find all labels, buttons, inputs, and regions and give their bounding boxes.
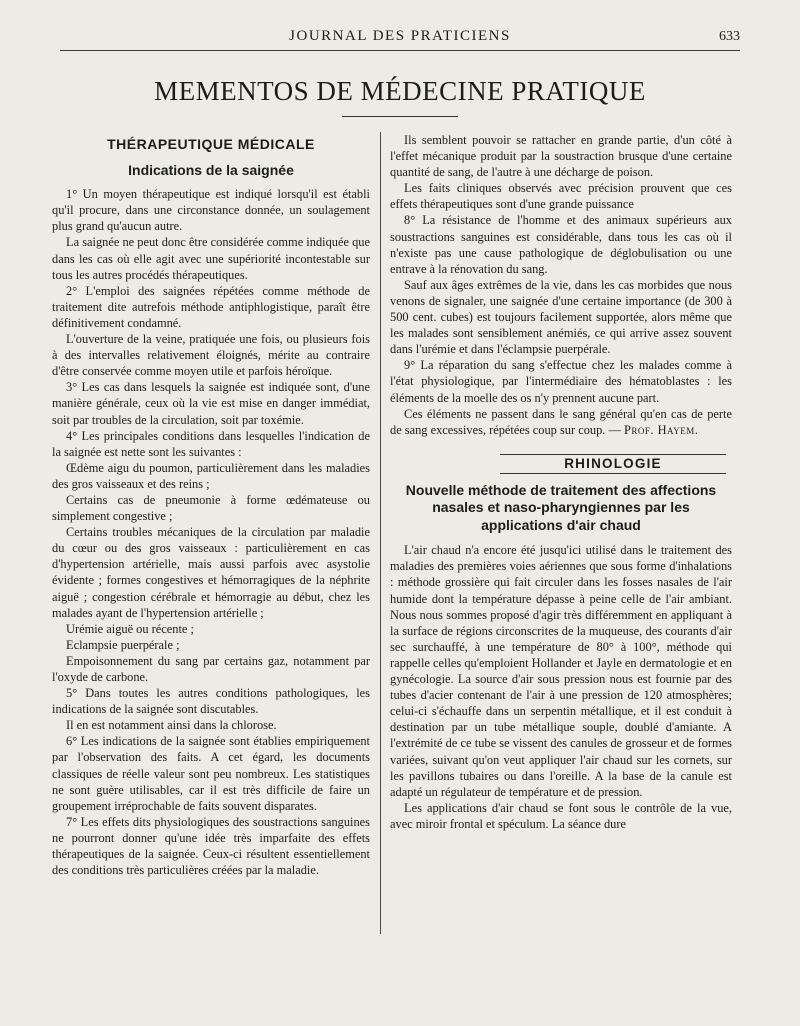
right-column xyxy=(390,132,732,936)
column-divider xyxy=(380,132,381,934)
section-heading-therapeutique: THÉRAPEUTIQUE MÉDICALE xyxy=(107,136,315,152)
paragraph: 9° La réparation du sang s'effectue chez les malades comme à l'état physiologique, par l'intermédiaire des hématoblastes : les éléments de la moelle des os n'y prennent aucune part. xyxy=(390,358,732,405)
page-number: 633 xyxy=(719,29,740,44)
list-item: Eclampsie puerpérale ; xyxy=(66,637,180,652)
paragraph: Sauf aux âges extrêmes de la vie, dans les cas morbides que nous venons de signaler, une saignée d'une certaine importance (de 300 à 500 cent. cubes) est toujours facilement supportée, alors même que les malades sont sensiblement anémiés, ce qui arrive assez souvent dans l'urémie et dans l'éclampsie puerpérale. xyxy=(390,277,732,357)
paragraph: 2° L'emploi des saignées répétées comme méthode de traitement dite autrefois méthode antiphlogistique, paraît être définitivement condamné. xyxy=(52,283,370,330)
heading-rule-bottom xyxy=(500,473,726,474)
article-title: Nouvelle méthode de traitement des affections nasales et naso-pharyngiennes par les applications d'air chaud xyxy=(405,481,717,533)
paragraph-text: Ces éléments ne passent dans le sang général qu'en cas de perte de sang excessives, répétées coup sur coup. — xyxy=(390,406,732,437)
section-heading-rhinologie: RHINOLOGIE xyxy=(564,455,662,471)
list-item: Œdème aigu du poumon, particulièrement dans les maladies des gros vaisseaux et des reins ; xyxy=(52,460,370,491)
paragraph: 8° La résistance de l'homme et des animaux supérieurs aux soustractions sanguines est considérable, dans tous les cas où il n'existe pas une cause pathologique de déglobulisation ou une entrave à la rénovation du sang. xyxy=(390,213,732,276)
list-item: Empoisonnement du sang par certains gaz, notamment par l'oxyde de carbone. xyxy=(52,653,370,684)
rhinologie-heading-block xyxy=(390,452,732,474)
paragraph: L'air chaud n'a encore été jusqu'ici utilisé dans le traitement des maladies des premières voies aériennes que sous forme d'inhalations : méthode grossière qui fait circuler dans les fosses nasales de l'air humide dont la température dépasse à peine celle de l'air ambiant. Nous nous sommes proposé d'agir très différemment en appliquant à la surface de régions circonscrites de la muqueuse, des courants d'air sec surchauffé, à une température de 80° à 100°, méthode qui rappelle celles qu'emploient Hollander et Jayle en dermatologie et en gynécologie. La source d'air sous pression nous est fournie par des tubes d'acier contenant de l'air à une pression de 120 atmosphères; celui-ci s'échauffe dans un serpentin métallique, et il est conduit à destination par un tube métallique souple, doublé d'amiante. A l'extrémité de ce tube se vissent des canules de grosseur et de formes variées, suivant qu'on veut appliquer l'air chaud sur les cornets, sur les pavillons tubaires ou dans l'oreille. A la base de la canule est adapté un régulateur de température et de pression. xyxy=(390,543,732,799)
page-title: MEMENTOS DE MÉDECINE PRATIQUE xyxy=(154,76,646,106)
subsection-heading-saignee: Indications de la saignée xyxy=(128,162,294,179)
paragraph: 7° Les effets dits physiologiques des soustractions sanguines ne pourront donner qu'une idée très imparfaite des effets thérapeutiques de la saignée. Ceux-ci résultent essentiellement des conditions très particulières créées par la maladie. xyxy=(52,814,370,878)
list-item: Urémie aiguë ou récente ; xyxy=(66,621,194,636)
paragraph: 3° Les cas dans lesquels la saignée est indiquée sont, d'une manière générale, ceux où la vie est mise en danger immédiat, soit par troubles de la circulation, soit par toxémie. xyxy=(52,380,370,427)
paragraph: Il en est notamment ainsi dans la chlorose. xyxy=(66,718,277,733)
title-rule xyxy=(342,116,458,117)
paragraph: L'ouverture de la veine, pratiquée une fois, ou plusieurs fois à des intervalles relativement éloignés, mérite au contraire d'être conservée comme moyen utile et parfois héroïque. xyxy=(52,332,370,379)
list-item: Certains troubles mécaniques de la circulation par maladie du cœur ou des gros vaisseaux : particulièrement en cas d'hypertension artérielle, mais aussi parfois avec asystolie évidente ; formes congestives et hémorragiques de la néphrite aiguë ; congestion cérébrale et hémorragie au début, chez les malades ayant de l'hypertension artérielle ; xyxy=(52,525,370,620)
paragraph: La saignée ne peut donc être considérée comme indiquée que dans les cas où elle agit avec une supériorité incontestable sur tous les autres procédés thérapeutiques. xyxy=(52,235,370,282)
journal-name: JOURNAL DES PRATICIENS xyxy=(289,28,511,44)
paragraph: Les applications d'air chaud se font sous le contrôle de la vue, avec miroir frontal et spéculum. La séance dure xyxy=(390,800,732,831)
list-item: Certains cas de pneumonie à forme œdémateuse ou simplement congestive ; xyxy=(52,492,370,524)
paragraph: Les faits cliniques observés avec précision prouvent que ces effets thérapeutiques sont d'une grande puissance xyxy=(390,181,732,212)
paragraph: Ils semblent pouvoir se rattacher en grande partie, d'un côté à l'effet mécanique produit par la soustraction brusque d'une certaine quantité de sang, de l'autre à une décharge de poison. xyxy=(390,133,732,180)
paragraph: 5° Dans toutes les autres conditions pathologiques, les indications de la saignée sont discutables. xyxy=(52,686,370,717)
paragraph xyxy=(390,406,732,438)
paragraph: 1° Un moyen thérapeutique est indiqué lorsqu'il est établi qu'il procure, dans une circonstance donnée, un soulagement plus grand qu'aucun autre. xyxy=(52,187,370,234)
running-header xyxy=(60,28,740,51)
paragraph: 4° Les principales conditions dans lesquelles l'indication de la saignée est nette sont les suivantes : xyxy=(52,428,370,459)
left-column xyxy=(52,132,370,936)
author-signature: Prof. Hayem. xyxy=(623,422,699,437)
heading-rule-top xyxy=(500,454,726,455)
paragraph: 6° Les indications de la saignée sont établies empiriquement par l'observation des faits. A cet égard, les documents classiques de réelle valeur sont peu nombreux. Les statistiques ne sont guère utilisables, car il est très difficile de faire un groupement irréprochable de faits souvent disparates. xyxy=(52,734,370,813)
